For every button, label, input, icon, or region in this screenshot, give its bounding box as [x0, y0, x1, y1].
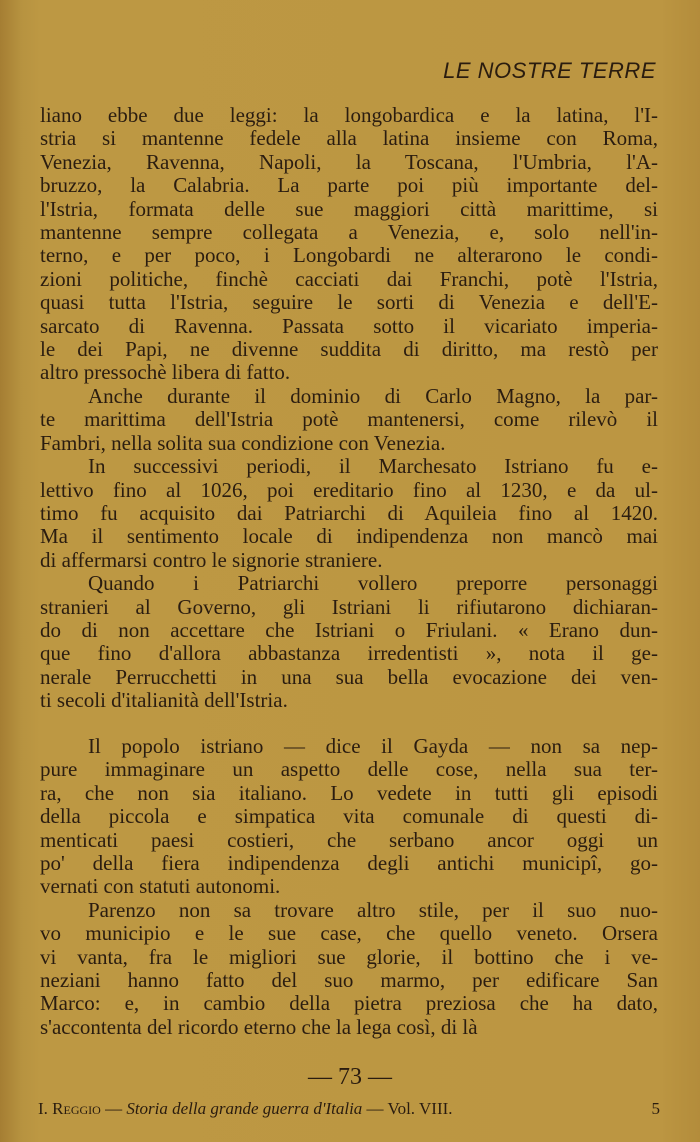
text-line: do di non accettare che Istriani o Friulani. « Erano dun- — [40, 617, 658, 642]
footer-book-title: Storia della grande guerra d'Italia — [126, 1099, 363, 1118]
text-line: nerale Perrucchetti in una sua bella evocazione dei ven- — [40, 664, 658, 689]
text-line: lettivo fino al 1026, poi ereditario fino al 1230, e da ul- — [40, 477, 658, 502]
text-line: di affermarsi contro le signorie straniere. — [40, 547, 383, 572]
footer-volume: Vol. VIII. — [387, 1099, 453, 1118]
footer-author: I. Reggio — [38, 1099, 101, 1118]
text-section-bottom — [40, 735, 658, 1039]
footer-dash: — — [366, 1099, 384, 1118]
text-line: que fino d'allora abbastanza irredentisti », nota il ge- — [40, 641, 658, 666]
text-line: bruzzo, la Calabria. La parte poi più importante del- — [40, 173, 658, 198]
text-line: In successivi periodi, il Marchesato Istriano fu e- — [88, 454, 658, 479]
text-line: terno, e per poco, i Longobardi ne alterarono le condi- — [40, 243, 658, 268]
text-line: s'accontenta del ricordo eterno che la lega così, di là — [40, 1014, 478, 1039]
text-line: Anche durante il dominio di Carlo Magno, la par- — [88, 383, 658, 408]
page-number: — 73 — — [308, 1064, 392, 1090]
text-line: Parenzo non sa trovare altro stile, per il suo nuo- — [88, 897, 658, 922]
text-line: po' della fiera indipendenza degli antichi municipî, go- — [40, 851, 658, 876]
text-line: Il popolo istriano — dice il Gayda — non sa nep- — [88, 734, 658, 758]
text-line: l'Istria, formata delle sue maggiori città marittime, si — [40, 196, 658, 221]
text-line: menticati paesi costieri, che serbano ancor oggi un — [40, 827, 658, 852]
text-line: le dei Papi, ne divenne suddita di diritto, ma restò per — [40, 337, 658, 362]
text-section-top — [40, 104, 658, 713]
text-line: Quando i Patriarchi vollero preporre personaggi — [88, 571, 658, 596]
text-line: altro pressochè libera di fatto. — [40, 360, 291, 385]
text-line: della piccola e simpatica vita comunale di questi di- — [40, 804, 658, 829]
text-line: liano ebbe due leggi: la longobardica e la latina, l'I- — [40, 103, 658, 127]
text-line: ra, che non sia italiano. Lo vedete in tutti gli episodi — [40, 780, 658, 805]
footer-citation — [38, 1099, 453, 1119]
text-line: te marittima dell'Istria potè mantenersi, come rilevò il — [40, 407, 658, 432]
footer-dash: — — [105, 1099, 123, 1118]
text-line: pure immaginare un aspetto delle cose, nella sua ter- — [40, 757, 658, 782]
text-line: neziani hanno fatto del suo marmo, per edificare San — [40, 968, 658, 993]
text-line: vernati con statuti autonomi. — [40, 874, 281, 899]
page-footer — [38, 1099, 660, 1119]
text-line: quasi tutta l'Istria, seguire le sorti di Venezia e dell'E- — [40, 290, 658, 315]
text-line: Venezia, Ravenna, Napoli, la Toscana, l'Umbria, l'A- — [40, 149, 658, 174]
text-line: stranieri al Governo, gli Istriani li rifiutarono dichiaran- — [40, 594, 658, 619]
text-line: vi vanta, fra le migliori sue glorie, il bottino che i ve- — [40, 944, 658, 969]
footer-signature-mark: 5 — [651, 1099, 660, 1118]
text-line: Ma il sentimento locale di indipendenza non mancò mai — [40, 524, 658, 549]
text-line: stria si mantenne fedele alla latina insieme con Roma, — [40, 126, 658, 151]
text-line: mantenne sempre collegata a Venezia, e, solo nell'in- — [40, 220, 658, 245]
text-line: zioni politiche, finchè cacciati dai Franchi, potè l'Istria, — [40, 266, 658, 291]
text-line: ti secoli d'italianità dell'Istria. — [40, 688, 288, 713]
text-line: Fambri, nella solita sua condizione con Venezia. — [40, 430, 446, 455]
text-line: vo municipio e le sue case, che quello veneto. Orsera — [40, 921, 658, 946]
text-line: Marco: e, in cambio della pietra preziosa che ha dato, — [40, 991, 658, 1016]
text-line: sarcato di Ravenna. Passata sotto il vicariato imperia- — [40, 313, 658, 338]
running-title: LE NOSTRE TERRE — [443, 58, 656, 83]
text-line: timo fu acquisito dai Patriarchi di Aquileia fino al 1420. — [40, 500, 658, 525]
